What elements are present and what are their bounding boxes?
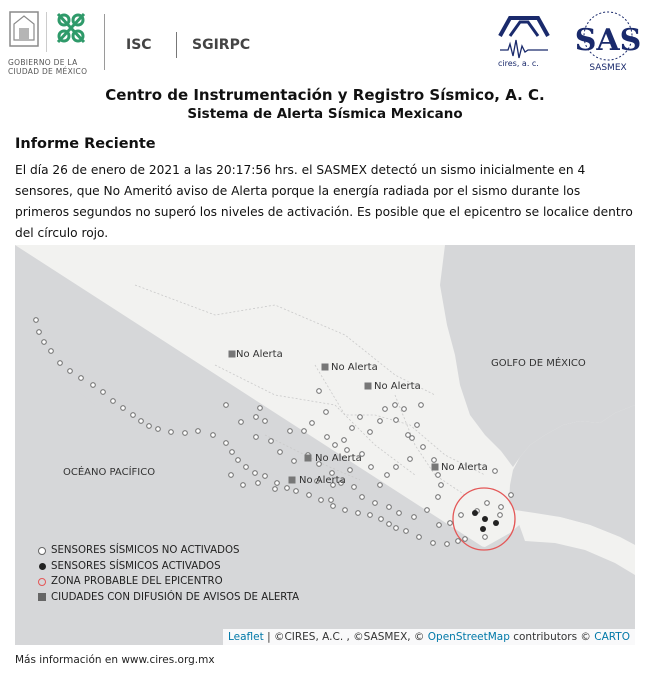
gov-logo-line2: CIUDAD DE MÉXICO <box>8 67 88 76</box>
sensor-inactive[interactable] <box>324 410 329 415</box>
seismic-map[interactable] <box>15 245 635 645</box>
sensor-inactive[interactable] <box>383 407 388 412</box>
sensor-inactive[interactable] <box>288 429 293 434</box>
sensor-inactive[interactable] <box>317 389 322 394</box>
sensor-inactive[interactable] <box>404 529 409 534</box>
sensor-inactive[interactable] <box>196 429 201 434</box>
sensor-active[interactable] <box>493 520 499 526</box>
sensor-inactive[interactable] <box>224 403 229 408</box>
sensor-inactive[interactable] <box>406 433 411 438</box>
city-label: No Alerta <box>331 362 378 373</box>
footer-info: Más información en www.cires.org.mx <box>15 654 215 666</box>
sensor-inactive[interactable] <box>378 419 383 424</box>
sensor-inactive[interactable] <box>285 486 290 491</box>
filled-circle-icon <box>35 563 49 570</box>
sensor-inactive[interactable] <box>356 511 361 516</box>
sensor-inactive[interactable] <box>509 493 514 498</box>
legend-row-activated <box>35 559 299 575</box>
sensor-inactive[interactable] <box>329 498 334 503</box>
sasmex-logo <box>576 8 640 74</box>
sensor-inactive[interactable] <box>436 495 441 500</box>
sensor-inactive[interactable] <box>432 458 437 463</box>
sensor-inactive[interactable] <box>244 465 249 470</box>
sensor-inactive[interactable] <box>254 415 259 420</box>
report-body: El día 26 de enero de 2021 a las 20:17:56 hrs. el SASMEX detectó un sismo inicialmente en 4 sensores, que No Ameritó aviso de Alerta porque la energía radiada por el sismo durante los primeros segundos no superó los niveles de activación. Es posible que el epicentro se localice dentro del círculo rojo. <box>15 163 633 240</box>
city-label: No Alerta <box>299 475 346 486</box>
city-marker[interactable] <box>229 351 236 358</box>
gulf-of-mexico-label: GOLFO DE MÉXICO <box>491 358 586 369</box>
city-marker[interactable] <box>289 477 296 484</box>
sensor-inactive[interactable] <box>236 458 241 463</box>
sensor-active[interactable] <box>472 510 478 516</box>
sensor-inactive[interactable] <box>439 483 444 488</box>
report-heading: Informe Reciente <box>15 136 156 152</box>
sensor-inactive[interactable] <box>37 330 42 335</box>
sensor-inactive[interactable] <box>111 399 116 404</box>
sensor-inactive[interactable] <box>415 423 420 428</box>
sensor-inactive[interactable] <box>463 537 468 542</box>
sensor-inactive[interactable] <box>342 438 347 443</box>
sensor-inactive[interactable] <box>183 431 188 436</box>
sensor-inactive[interactable] <box>275 481 280 486</box>
sensor-inactive[interactable] <box>131 413 136 418</box>
sensor-inactive[interactable] <box>331 504 336 509</box>
attribution-text: contributors © <box>509 631 595 643</box>
sensor-inactive[interactable] <box>230 450 235 455</box>
sensor-inactive[interactable] <box>448 521 453 526</box>
city-label: No Alerta <box>374 381 421 392</box>
sgirpc-label: SGIRPC <box>192 37 251 53</box>
square-icon <box>35 593 49 601</box>
sensor-inactive[interactable] <box>68 369 73 374</box>
sensor-inactive[interactable] <box>263 474 268 479</box>
sensor-inactive[interactable] <box>302 429 307 434</box>
sensor-inactive[interactable] <box>394 418 399 423</box>
sensor-inactive[interactable] <box>211 433 216 438</box>
legend-label: ZONA PROBABLE DEL EPICENTRO <box>51 576 223 588</box>
sensor-inactive[interactable] <box>397 511 402 516</box>
header-divider <box>104 14 105 70</box>
legend-row-epicenter <box>35 574 299 590</box>
legend-label: SENSORES SÍSMICOS NO ACTIVADOS <box>51 545 240 557</box>
city-label: No Alerta <box>441 462 488 473</box>
sas-text: SAS <box>576 23 640 58</box>
sensor-inactive[interactable] <box>402 407 407 412</box>
open-circle-icon <box>35 547 49 555</box>
city-label: No Alerta <box>315 453 362 464</box>
sensor-inactive[interactable] <box>241 483 246 488</box>
sensor-inactive[interactable] <box>278 450 283 455</box>
sensor-inactive[interactable] <box>437 523 442 528</box>
sensor-inactive[interactable] <box>419 403 424 408</box>
sensor-inactive[interactable] <box>385 473 390 478</box>
sensor-inactive[interactable] <box>378 483 383 488</box>
sensor-inactive[interactable] <box>436 473 441 478</box>
sensor-inactive[interactable] <box>58 361 63 366</box>
sensor-inactive[interactable] <box>258 406 263 411</box>
sensor-inactive[interactable] <box>425 508 430 513</box>
sensor-inactive[interactable] <box>394 465 399 470</box>
sensor-inactive[interactable] <box>499 505 504 510</box>
sensor-active[interactable] <box>480 526 486 532</box>
sasmex-emblem-icon <box>576 8 640 74</box>
sensor-active[interactable] <box>482 516 488 522</box>
pacific-ocean-label: OCÉANO PACÍFICO <box>63 467 156 478</box>
sensor-inactive[interactable] <box>239 420 244 425</box>
sensor-inactive[interactable] <box>421 445 426 450</box>
sensor-inactive[interactable] <box>229 473 234 478</box>
sensor-inactive[interactable] <box>368 513 373 518</box>
map-legend <box>35 543 299 605</box>
cires-logo <box>494 10 554 72</box>
sensor-inactive[interactable] <box>368 430 373 435</box>
sasmex-text: SASMEX <box>589 63 627 73</box>
sensor-inactive[interactable] <box>49 349 54 354</box>
sensor-inactive[interactable] <box>319 498 324 503</box>
sensor-inactive[interactable] <box>412 515 417 520</box>
sensor-inactive[interactable] <box>431 541 436 546</box>
sensor-inactive[interactable] <box>394 526 399 531</box>
city-marker[interactable] <box>305 455 312 462</box>
sensor-inactive[interactable] <box>292 459 297 464</box>
isc-label: ISC <box>126 37 152 53</box>
page-title: Centro de Instrumentación y Registro Sísmico, A. C. <box>105 86 545 104</box>
sensor-inactive[interactable] <box>42 340 47 345</box>
red-ring-icon <box>35 578 49 586</box>
sensor-inactive[interactable] <box>79 376 84 381</box>
city-marker[interactable] <box>432 464 439 471</box>
header-divider-small <box>176 32 177 58</box>
openstreetmap-link[interactable]: OpenStreetMap <box>427 631 510 643</box>
sensor-inactive[interactable] <box>310 421 315 426</box>
sensor-inactive[interactable] <box>269 439 274 444</box>
sensor-inactive[interactable] <box>343 508 348 513</box>
sensor-inactive[interactable] <box>345 448 350 453</box>
sensor-inactive[interactable] <box>224 441 229 446</box>
sensor-inactive[interactable] <box>121 406 126 411</box>
sensor-inactive[interactable] <box>101 390 106 395</box>
attribution-text: | ©CIRES, A.C. , ©SASMEX, © <box>263 631 428 643</box>
sensor-inactive[interactable] <box>350 426 355 431</box>
city-marker[interactable] <box>365 383 372 390</box>
leaflet-link[interactable]: Leaflet <box>227 631 264 643</box>
sensor-inactive[interactable] <box>253 471 258 476</box>
sensor-inactive[interactable] <box>459 513 464 518</box>
sensor-inactive[interactable] <box>417 535 422 540</box>
sensor-inactive[interactable] <box>387 522 392 527</box>
sensor-inactive[interactable] <box>387 505 392 510</box>
carto-link[interactable]: CARTO <box>594 631 630 643</box>
sensor-inactive[interactable] <box>147 424 152 429</box>
sensor-inactive[interactable] <box>333 443 338 448</box>
sensor-inactive[interactable] <box>369 465 374 470</box>
sensor-inactive[interactable] <box>358 415 363 420</box>
map-attribution <box>223 629 635 645</box>
sensor-inactive[interactable] <box>34 318 39 323</box>
page-subtitle: Sistema de Alerta Sísmica Mexicano <box>187 106 463 122</box>
sensor-inactive[interactable] <box>263 419 268 424</box>
page-header <box>0 0 650 80</box>
legend-row-not-activated <box>35 543 299 559</box>
sensor-inactive[interactable] <box>360 495 365 500</box>
city-marker[interactable] <box>322 364 329 371</box>
sensor-inactive[interactable] <box>493 469 498 474</box>
sensor-inactive[interactable] <box>139 419 144 424</box>
sensor-inactive[interactable] <box>254 435 259 440</box>
sensor-inactive[interactable] <box>393 403 398 408</box>
legend-row-cities <box>35 590 299 606</box>
sensor-inactive[interactable] <box>483 535 488 540</box>
city-label: No Alerta <box>236 349 283 360</box>
sensor-inactive[interactable] <box>256 481 261 486</box>
cires-label: cires, a. c. <box>498 59 539 68</box>
cires-seismograph-icon <box>494 10 554 60</box>
sensor-inactive[interactable] <box>373 501 378 506</box>
sensor-inactive[interactable] <box>169 430 174 435</box>
sensor-inactive[interactable] <box>325 435 330 440</box>
sensor-inactive[interactable] <box>307 493 312 498</box>
sensor-inactive[interactable] <box>408 457 413 462</box>
sensor-inactive[interactable] <box>273 487 278 492</box>
sensor-inactive[interactable] <box>352 485 357 490</box>
cdmx-government-logo <box>8 10 100 76</box>
sensor-inactive[interactable] <box>91 383 96 388</box>
legend-label: SENSORES SÍSMICOS ACTIVADOS <box>51 560 221 572</box>
sensor-inactive[interactable] <box>498 513 503 518</box>
sensor-inactive[interactable] <box>348 468 353 473</box>
sensor-inactive[interactable] <box>379 517 384 522</box>
legend-label: CIUDADES CON DIFUSIÓN DE AVISOS DE ALERTA <box>51 591 300 603</box>
sensor-inactive[interactable] <box>445 542 450 547</box>
cdmx-crest-icon <box>8 10 100 58</box>
sensor-inactive[interactable] <box>456 539 461 544</box>
sensor-inactive[interactable] <box>156 427 161 432</box>
gov-logo-line1: GOBIERNO DE LA <box>8 58 78 67</box>
sensor-inactive[interactable] <box>294 489 299 494</box>
sensor-inactive[interactable] <box>485 501 490 506</box>
